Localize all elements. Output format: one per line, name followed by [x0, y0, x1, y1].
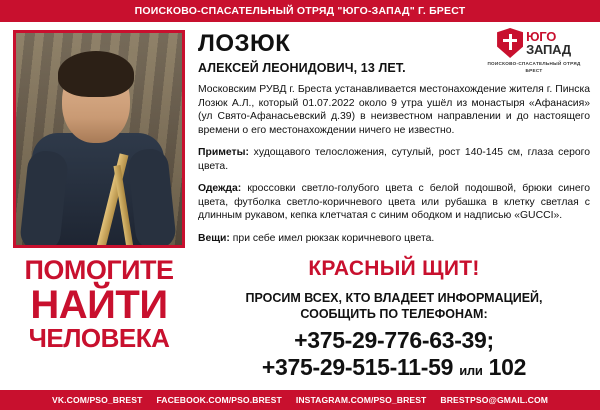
phone-or-word: или [459, 363, 483, 379]
phone-number-1[interactable]: +375-29-776-63-39; [294, 327, 494, 354]
case-description-paragraph: Московским РУВД г. Бреста устанавливается местонахождение жителя г. Пинска Лозюк А.Л., который 01.07.2022 около 9 утра ушёл из монастыря «Афанасия» (ул Свято-Афанасьевский д.39) в неизвестном направлении и до настоящего времени о его местонахождении ничего не известно. [198, 84, 590, 136]
call-to-action-block [198, 291, 590, 322]
logo-word-1: ЮГО [526, 29, 557, 44]
phone-number-3[interactable]: 102 [488, 354, 527, 381]
poster-body [0, 22, 600, 390]
organization-header-text: ПОИСКОВО-СПАСАТЕЛЬНЫЙ ОТРЯД "ЮГО-ЗАПАД" Г. БРЕСТ [134, 5, 466, 17]
field-belongings-value: при себе имел рюкзак коричневого цвета. [229, 232, 435, 244]
call-to-action-line-1: ПРОСИМ ВСЕХ, КТО ВЛАДЕЕТ ИНФОРМАЦИЕЙ, [245, 291, 543, 306]
phone-line-2 [198, 354, 590, 381]
logo-subtitle-line-2: БРЕСТ [525, 67, 543, 73]
field-clothing-value: кроссовки светло-голубого цвета с белой подошвой, брюки синего цвета, футболка светло-коричневого цвета или рубашка в клетку светлая с длинным рукавом, кепка клетчатая с синим ободком и надписью «GUCCI». [198, 183, 590, 222]
field-belongings [198, 232, 590, 246]
phone-number-2[interactable]: +375-29-515-11-59 [261, 354, 454, 381]
person-photo-frame [13, 30, 185, 248]
logo-subtitle-line-1: ПОИСКОВО-СПАСАТЕЛЬНЫЙ ОТРЯД [487, 61, 581, 66]
person-surname: ЛОЗЮК [198, 30, 291, 57]
call-to-action-line-2: СООБЩИТЬ ПО ТЕЛЕФОНАМ: [300, 306, 488, 321]
help-line-2: НАЙТИ [30, 282, 168, 327]
footer-link-email[interactable]: BRESTPSO@GMAIL.COM [440, 395, 548, 405]
logo-subtitle [478, 61, 590, 75]
help-line-1: ПОМОГИТЕ [24, 255, 174, 285]
shield-icon [497, 28, 523, 58]
field-appearance-label: Приметы: [198, 147, 249, 159]
name-and-logo-row [198, 26, 590, 75]
organization-header-bar [0, 0, 600, 22]
social-links-footer [0, 390, 600, 410]
field-appearance-value: худощавого телосложения, сутулый, рост 140-145 см, глаза серого цвета. [198, 147, 590, 172]
field-clothing-label: Одежда: [198, 183, 242, 195]
right-column [196, 22, 600, 390]
phone-number-block [198, 327, 590, 380]
logo-word-2: ЗАПАД [526, 42, 571, 57]
alert-status-badge: КРАСНЫЙ ЩИТ! [308, 257, 480, 281]
help-find-person-block [8, 255, 190, 354]
photo-hair-shape [58, 51, 134, 97]
footer-link-vk[interactable]: VK.COM/PSO_BREST [52, 395, 143, 405]
field-belongings-label: Вещи: [198, 232, 230, 244]
person-photo [16, 33, 182, 245]
field-clothing [198, 182, 590, 223]
organization-logo [478, 26, 590, 75]
field-appearance [198, 146, 590, 173]
logo-mark [478, 28, 590, 58]
logo-wordmark [526, 30, 571, 56]
footer-link-facebook[interactable]: FACEBOOK.COM/PSO.BREST [156, 395, 282, 405]
left-column [0, 22, 196, 390]
person-name-block [198, 26, 406, 75]
footer-link-instagram[interactable]: INSTAGRAM.COM/PSO_BREST [295, 395, 427, 405]
person-full-name-age: АЛЕКСЕЙ ЛЕОНИДОВИЧ, 13 ЛЕТ. [198, 61, 406, 75]
help-line-3: ЧЕЛОВЕКА [28, 323, 170, 354]
